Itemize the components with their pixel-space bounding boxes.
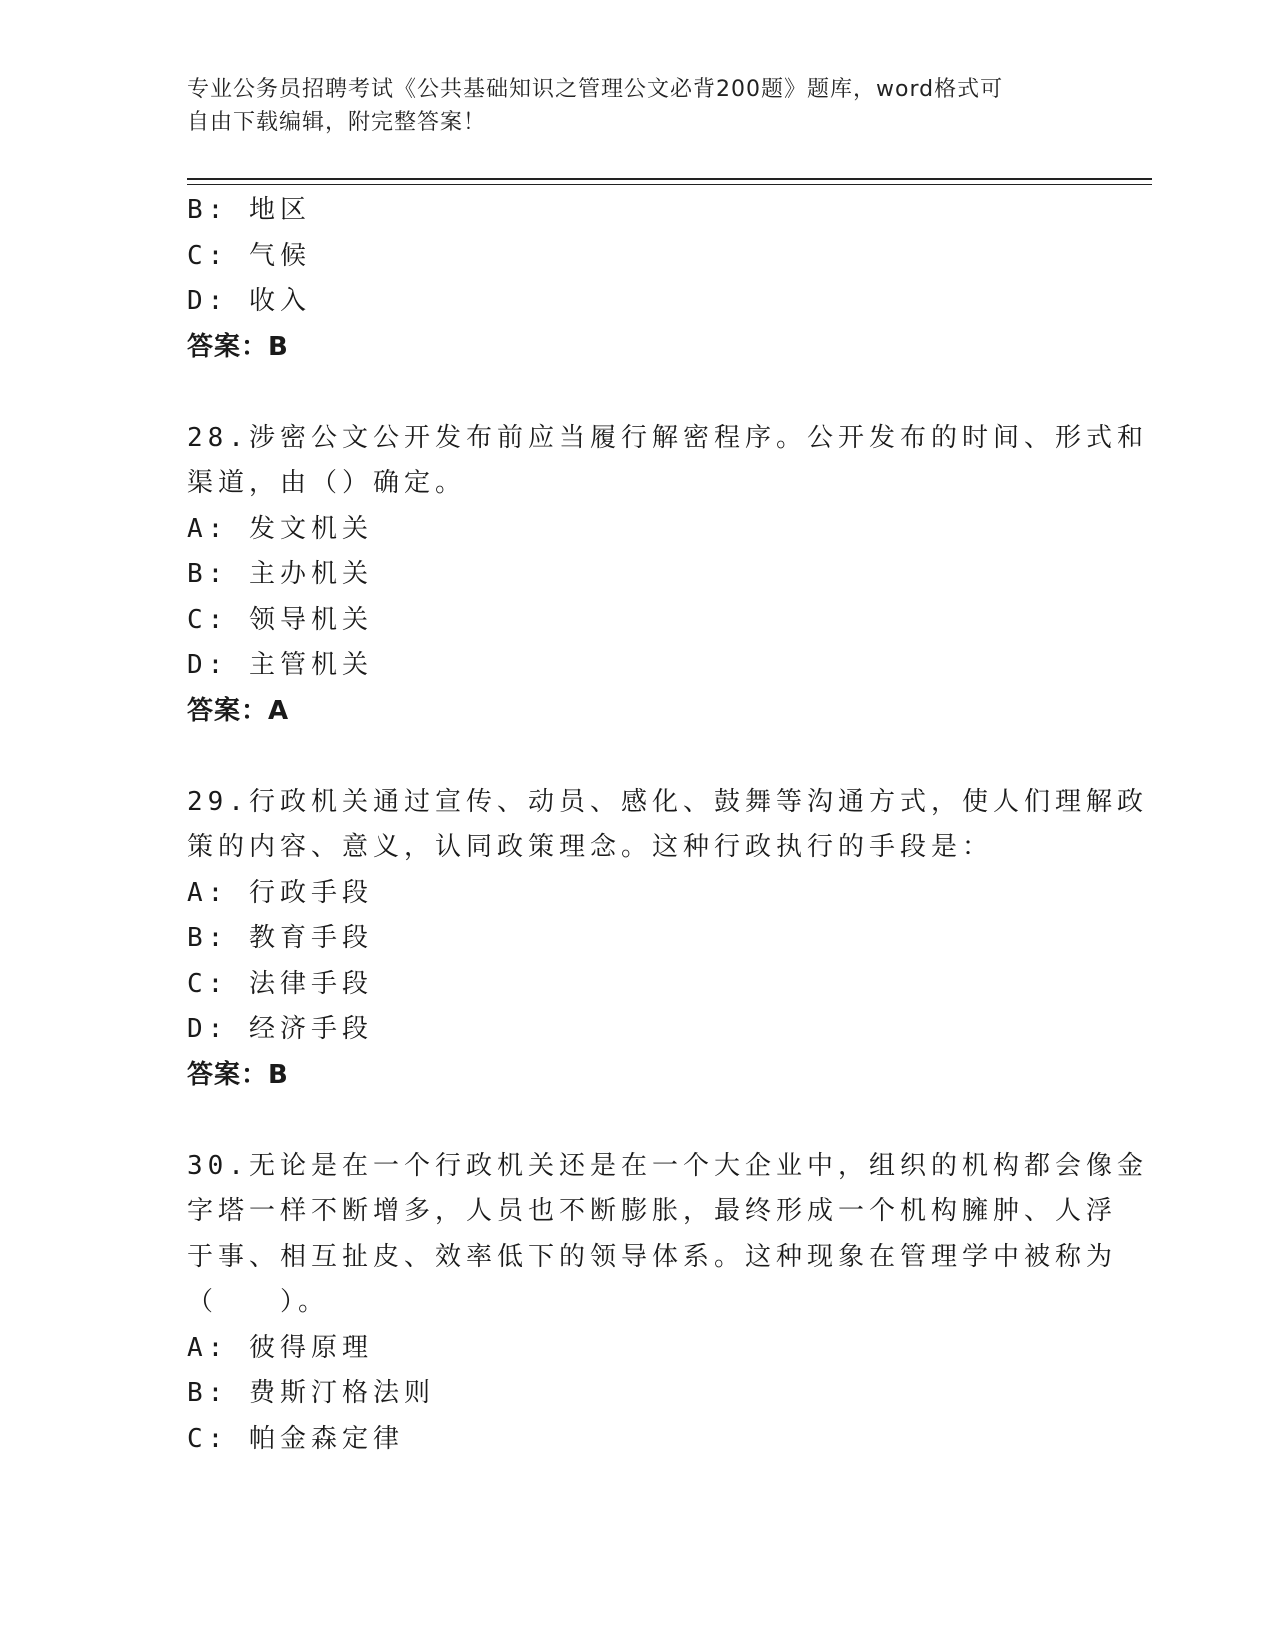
question-stem-line: （ ）。 (187, 1287, 330, 1317)
document-header (187, 73, 1087, 139)
question-stem-line: 字塔一样不断增多，人员也不断膨胀，最终形成一个机构臃肿、人浮 (187, 1196, 1118, 1226)
question-stem-line: 28.涉密公文公开发布前应当履行解密程序。公开发布的时间、形式和 (187, 422, 1148, 453)
spacer (187, 734, 1087, 780)
option-c: C: 帕金森定律 (187, 1423, 404, 1454)
question-28 (187, 416, 1148, 735)
option-c: C: 气候 (187, 240, 311, 271)
question-stem-line: 于事、相互扯皮、效率低下的领导体系。这种现象在管理学中被称为 (187, 1241, 1118, 1272)
option-d: D: 主管机关 (187, 650, 373, 680)
header-rule-thin (187, 184, 1152, 185)
question-content (187, 188, 1148, 1462)
question-27-tail (187, 188, 1087, 370)
option-d: D: 收入 (187, 286, 311, 316)
answer-line: 答案：B (187, 1059, 289, 1090)
option-b: B: 教育手段 (187, 923, 373, 953)
header-line-2: 自由下载编辑，附完整答案！ (187, 110, 487, 135)
option-c: C: 领导机关 (187, 604, 373, 635)
question-stem-line: 30.无论是在一个行政机关还是在一个大企业中，组织的机构都会像金 (187, 1150, 1148, 1181)
answer-line: 答案：B (187, 331, 289, 362)
option-c: C: 法律手段 (187, 968, 373, 999)
question-stem-line: 29.行政机关通过宣传、动员、感化、鼓舞等沟通方式，使人们理解政 (187, 786, 1148, 817)
header-line-1: 专业公务员招聘考试《公共基础知识之管理公文必背200题》题库，word格式可 (187, 77, 1004, 102)
option-a: A: 彼得原理 (187, 1332, 373, 1363)
answer-line: 答案：A (187, 695, 290, 726)
question-stem-line: 渠道，由（）确定。 (187, 468, 467, 498)
option-a: A: 发文机关 (187, 513, 373, 544)
option-b: B: 主办机关 (187, 559, 373, 589)
option-b: B: 地区 (187, 195, 311, 225)
spacer (187, 370, 1087, 416)
question-30 (187, 1144, 1148, 1463)
header-rule-thick (187, 178, 1152, 180)
option-b: B: 费斯汀格法则 (187, 1378, 435, 1408)
spacer (187, 1098, 1087, 1144)
question-29 (187, 780, 1148, 1099)
option-a: A: 行政手段 (187, 877, 373, 908)
option-d: D: 经济手段 (187, 1014, 373, 1044)
question-stem-line: 策的内容、意义，认同政策理念。这种行政执行的手段是： (187, 832, 994, 862)
